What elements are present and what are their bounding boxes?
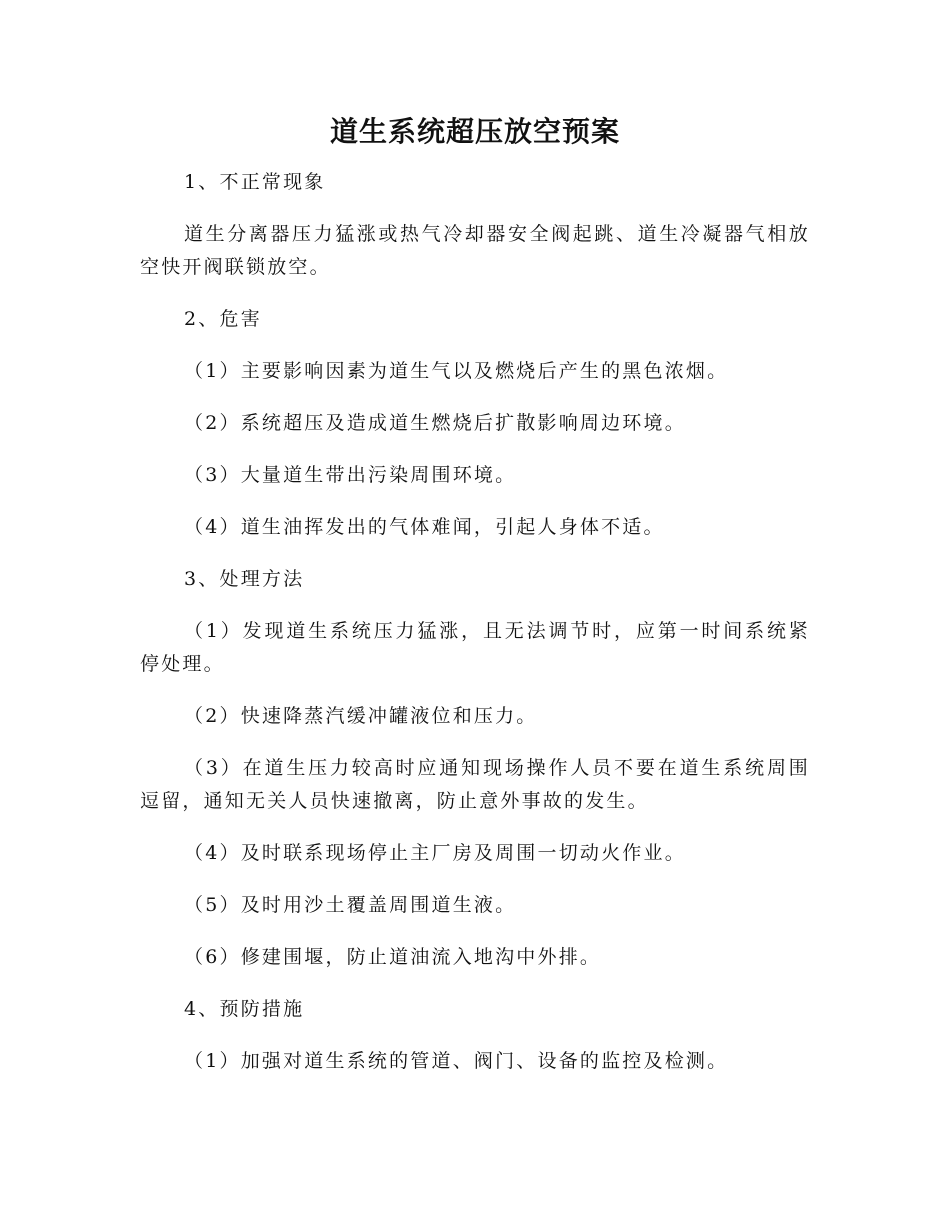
section-heading-hazards: 2、危害 xyxy=(184,308,262,330)
document-title: 道生系统超压放空预案 xyxy=(329,115,620,148)
prevention-item-1: （1）加强对道生系统的管道、阀门、设备的监控及检测。 xyxy=(184,1050,729,1072)
hazard-item-1: （1）主要影响因素为道生气以及燃烧后产生的黑色浓烟。 xyxy=(184,360,729,382)
treatment-item-6: （6）修建围堰，防止道油流入地沟中外排。 xyxy=(184,946,602,968)
hazard-item-2: （2）系统超压及造成道生燃烧后扩散影响周边环境。 xyxy=(184,412,686,434)
document-body xyxy=(140,166,810,1097)
treatment-item-2: （2）快速降蒸汽缓冲罐液位和压力。 xyxy=(184,705,538,727)
treatment-item-3: （3）在道生压力较高时应通知现场操作人员不要在道生系统周围逗留，通知无关人员快速撤离，防止意外事故的发生。 xyxy=(140,757,810,812)
section-heading-treatment: 3、处理方法 xyxy=(184,568,305,590)
hazard-item-4: （4）道生油挥发出的气体难闻，引起人身体不适。 xyxy=(184,516,665,538)
treatment-item-4: （4）及时联系现场停止主厂房及周围一切动火作业。 xyxy=(184,842,686,864)
treatment-item-1: （1）发现道生系统压力猛涨，且无法调节时，应第一时间系统紧停处理。 xyxy=(140,620,810,675)
hazard-item-3: （3）大量道生带出污染周围环境。 xyxy=(184,464,517,486)
treatment-item-5: （5）及时用沙土覆盖周围道生液。 xyxy=(184,894,517,916)
section-heading-prevention: 4、预防措施 xyxy=(184,998,305,1020)
section-heading-abnormal: 1、不正常现象 xyxy=(184,171,326,193)
paragraph-abnormal-description: 道生分离器压力猛涨或热气冷却器安全阀起跳、道生冷凝器气相放空快开阀联锁放空。 xyxy=(140,223,810,278)
